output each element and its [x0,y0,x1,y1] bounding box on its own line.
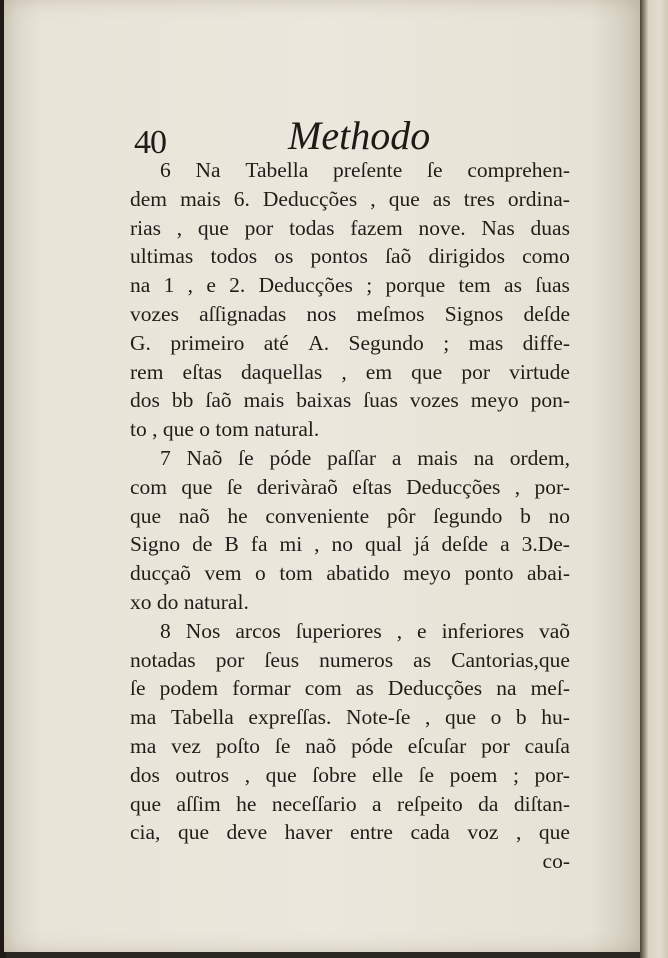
text-line: co- [542,849,570,874]
text-line: 8 Nos arcos ſuperiores , e inferiores vaõ [160,618,570,643]
text-line: 6 Na Tabella preſente ſe comprehen- [160,158,570,182]
body-text [130,156,570,876]
text-line: que naõ he conveniente pôr ſegundo b no [130,503,570,528]
text-line: G. primeiro até A. Segundo ; mas diffe- [130,330,570,355]
text-line: ma Tabella expreſſas. Note-ſe , que o b hu- [130,705,570,730]
text-line: ſe podem formar com as Deducções na meſ- [130,676,570,701]
text-line: com que ſe derivàraõ eſtas Deducções , por- [130,474,570,499]
text-line: cia, que deve haver entre cada voz , que [130,820,570,845]
text-line: dos outros , que ſobre elle ſe poem ; por- [130,762,570,787]
text-line: vozes aſſignadas nos meſmos Signos deſde [130,301,570,326]
text-line: que aſſim he neceſſario a reſpeito da diſtan- [130,791,570,816]
text-line: dem mais 6. Deducções , que as tres ordina- [130,186,570,211]
text-line: ducçaõ vem o tom abatido meyo ponto abai- [130,561,570,586]
text-line: ultimas todos os pontos ſaõ dirigidos como [130,244,570,269]
text-line: na 1 , e 2. Deducções ; porque tem as ſuas [130,273,570,298]
text-line: notadas por ſeus numeros as Cantorias,que [130,647,570,672]
page-header [134,110,574,160]
text-line: ma vez poſto ſe naõ póde eſcuſar por cauſa [130,733,570,758]
page-number: 40 [134,124,166,161]
text-line: dos bb ſaõ mais baixas ſuas vozes meyo pon- [130,388,570,413]
text-line: xo do natural. [130,589,249,614]
text-line: 7 Naõ ſe póde paſſar a mais na ordem, [160,445,570,470]
running-head: Methodo [288,113,431,158]
text-line: rias , que por todas fazem nove. Nas duas [130,215,570,240]
text-line: Signo de B fa mi , no qual já deſde a 3.De- [130,532,570,557]
text-line: to , que o tom natural. [130,417,320,442]
text-line: rem eſtas daquellas , em que por virtude [130,359,570,384]
adjacent-page-edge [640,0,668,958]
